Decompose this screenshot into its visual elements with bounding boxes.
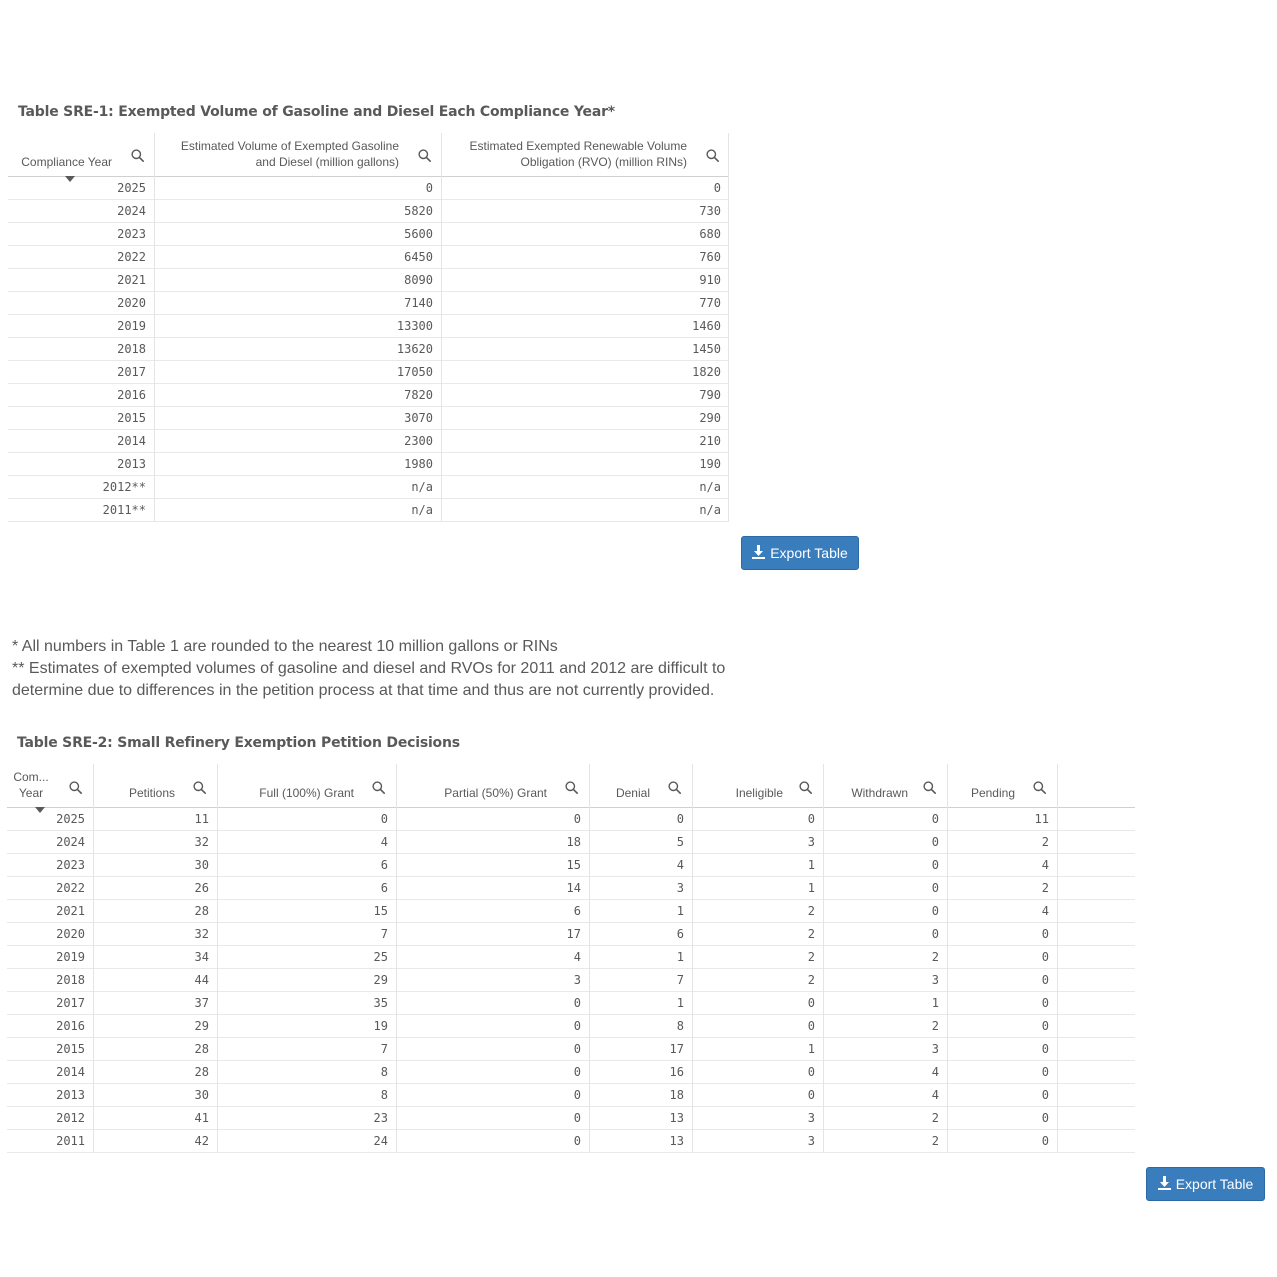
cell-full-grant: 4 bbox=[380, 835, 388, 849]
table2 bbox=[7, 764, 1135, 1153]
cell-exempted-rvo: 190 bbox=[699, 457, 721, 471]
footnote-rounding: * All numbers in Table 1 are rounded to the nearest 10 million gallons or RINs bbox=[12, 638, 558, 655]
cell-exempted-rvo: n/a bbox=[699, 480, 721, 494]
cell-exempted-volume: n/a bbox=[411, 480, 433, 494]
column-header-label-line1: Estimated Exempted Renewable Volume bbox=[469, 139, 687, 153]
cell-denial: 13 bbox=[669, 1111, 684, 1125]
cell-denial: 1 bbox=[676, 950, 684, 964]
table-row bbox=[7, 923, 1135, 946]
cell-full-grant: 0 bbox=[380, 812, 388, 826]
cell-exempted-volume: 6450 bbox=[404, 250, 433, 264]
cell-pending: 0 bbox=[1041, 1065, 1049, 1079]
cell-ineligible: 2 bbox=[807, 904, 815, 918]
column-header-withdrawn[interactable] bbox=[823, 764, 947, 807]
column-header-label-line2: Denial bbox=[615, 786, 650, 800]
cell-petitions: 30 bbox=[194, 858, 209, 872]
cell-exempted-rvo: 290 bbox=[699, 411, 721, 425]
cell-exempted-volume: 17050 bbox=[396, 365, 433, 379]
column-header-label-line2: Petitions bbox=[128, 786, 175, 800]
cell-exempted-rvo: 210 bbox=[699, 434, 721, 448]
cell-denial: 3 bbox=[676, 881, 684, 895]
column-divider bbox=[692, 764, 693, 1152]
column-header-label-line1: Estimated Volume of Exempted Gasoline bbox=[180, 139, 399, 153]
table-row bbox=[8, 269, 729, 292]
cell-compliance-year: 2021 bbox=[56, 904, 85, 918]
cell-ineligible: 0 bbox=[807, 1088, 815, 1102]
cell-pending: 0 bbox=[1041, 1019, 1049, 1033]
cell-compliance-year: 2015 bbox=[56, 1042, 85, 1056]
cell-pending: 0 bbox=[1041, 996, 1049, 1010]
table-row bbox=[7, 1084, 1135, 1107]
table-row bbox=[8, 246, 729, 269]
table-row bbox=[7, 877, 1135, 900]
search-icon[interactable] bbox=[565, 781, 578, 794]
cell-pending: 2 bbox=[1041, 835, 1049, 849]
cell-withdrawn: 0 bbox=[931, 858, 939, 872]
cell-denial: 0 bbox=[676, 812, 684, 826]
cell-withdrawn: 2 bbox=[931, 1019, 939, 1033]
cell-exempted-volume: 13300 bbox=[396, 319, 433, 333]
table2-header bbox=[7, 764, 1135, 808]
column-header-compliance-year[interactable] bbox=[8, 133, 154, 176]
cell-full-grant: 19 bbox=[373, 1019, 388, 1033]
cell-full-grant: 6 bbox=[380, 881, 388, 895]
cell-partial-grant: 4 bbox=[573, 950, 581, 964]
column-header-label-line2: Compliance Year bbox=[21, 155, 112, 169]
cell-withdrawn: 3 bbox=[931, 973, 939, 987]
column-header-label-line2: Obligation (RVO) (million RINs) bbox=[520, 155, 687, 169]
column-divider bbox=[589, 764, 590, 1152]
cell-exempted-rvo: 770 bbox=[699, 296, 721, 310]
column-header-label-line2: Ineligible bbox=[735, 786, 783, 800]
cell-partial-grant: 0 bbox=[573, 1088, 581, 1102]
cell-ineligible: 1 bbox=[807, 881, 815, 895]
cell-compliance-year: 2020 bbox=[56, 927, 85, 941]
cell-petitions: 44 bbox=[194, 973, 209, 987]
cell-ineligible: 3 bbox=[807, 835, 815, 849]
cell-exempted-volume: 8090 bbox=[404, 273, 433, 287]
cell-pending: 0 bbox=[1041, 1088, 1049, 1102]
table-row bbox=[7, 1015, 1135, 1038]
cell-withdrawn: 4 bbox=[931, 1088, 939, 1102]
cell-ineligible: 0 bbox=[807, 1019, 815, 1033]
cell-compliance-year: 2023 bbox=[56, 858, 85, 872]
cell-denial: 6 bbox=[676, 927, 684, 941]
cell-exempted-volume: 5820 bbox=[404, 204, 433, 218]
cell-exempted-volume: 2300 bbox=[404, 434, 433, 448]
column-header-partial-grant[interactable] bbox=[396, 764, 589, 807]
column-divider bbox=[441, 133, 442, 521]
cell-denial: 7 bbox=[676, 973, 684, 987]
table-row bbox=[7, 969, 1135, 992]
cell-withdrawn: 0 bbox=[931, 927, 939, 941]
cell-exempted-volume: 5600 bbox=[404, 227, 433, 241]
table-right-border bbox=[728, 133, 729, 521]
export-table-1-label: Export Table bbox=[770, 545, 848, 561]
cell-compliance-year: 2012 bbox=[56, 1111, 85, 1125]
cell-pending: 0 bbox=[1041, 1042, 1049, 1056]
cell-partial-grant: 15 bbox=[566, 858, 581, 872]
cell-withdrawn: 2 bbox=[931, 1111, 939, 1125]
cell-pending: 0 bbox=[1041, 1134, 1049, 1148]
column-header-denial[interactable] bbox=[589, 764, 692, 807]
table2-title: Table SRE-2: Small Refinery Exemption Petition Decisions bbox=[17, 735, 460, 751]
cell-pending: 4 bbox=[1041, 858, 1049, 872]
cell-full-grant: 23 bbox=[373, 1111, 388, 1125]
table-row bbox=[8, 177, 729, 200]
cell-petitions: 32 bbox=[194, 927, 209, 941]
column-divider bbox=[217, 764, 218, 1152]
cell-petitions: 11 bbox=[194, 812, 209, 826]
cell-exempted-volume: 3070 bbox=[404, 411, 433, 425]
column-header-label-line2: and Diesel (million gallons) bbox=[255, 155, 399, 169]
cell-petitions: 32 bbox=[194, 835, 209, 849]
table-row bbox=[8, 338, 729, 361]
cell-compliance-year: 2014 bbox=[117, 434, 146, 448]
column-header-label-line2: Withdrawn bbox=[851, 786, 908, 800]
table-row bbox=[7, 946, 1135, 969]
table-row bbox=[8, 384, 729, 407]
column-header-pending[interactable] bbox=[947, 764, 1057, 807]
cell-partial-grant: 0 bbox=[573, 1042, 581, 1056]
cell-withdrawn: 0 bbox=[931, 881, 939, 895]
table-row bbox=[8, 499, 729, 522]
cell-compliance-year: 2020 bbox=[117, 296, 146, 310]
cell-partial-grant: 3 bbox=[573, 973, 581, 987]
column-header-label-line2: Partial (50%) Grant bbox=[444, 786, 547, 800]
cell-withdrawn: 4 bbox=[931, 1065, 939, 1079]
table-row bbox=[8, 453, 729, 476]
cell-denial: 5 bbox=[676, 835, 684, 849]
cell-exempted-rvo: 1460 bbox=[692, 319, 721, 333]
export-table-2-label: Export Table bbox=[1175, 1176, 1254, 1192]
cell-withdrawn: 0 bbox=[931, 812, 939, 826]
cell-ineligible: 0 bbox=[807, 1065, 815, 1079]
column-header-full-grant[interactable] bbox=[217, 764, 396, 807]
column-header-ineligible[interactable] bbox=[692, 764, 823, 807]
cell-pending: 11 bbox=[1034, 812, 1049, 826]
search-icon[interactable] bbox=[372, 781, 385, 794]
cell-withdrawn: 2 bbox=[931, 950, 939, 964]
cell-partial-grant: 6 bbox=[573, 904, 581, 918]
sort-descending-icon[interactable] bbox=[35, 807, 45, 813]
download-icon bbox=[752, 545, 765, 562]
cell-ineligible: 0 bbox=[807, 812, 815, 826]
cell-exempted-rvo: 680 bbox=[699, 227, 721, 241]
cell-compliance-year: 2019 bbox=[117, 319, 146, 333]
search-icon[interactable] bbox=[799, 781, 812, 794]
cell-compliance-year: 2017 bbox=[117, 365, 146, 379]
cell-partial-grant: 0 bbox=[573, 812, 581, 826]
cell-petitions: 37 bbox=[194, 996, 209, 1010]
cell-pending: 0 bbox=[1041, 973, 1049, 987]
table-row bbox=[7, 1130, 1135, 1153]
table-row bbox=[7, 808, 1135, 831]
cell-compliance-year: 2023 bbox=[117, 227, 146, 241]
cell-exempted-rvo: n/a bbox=[699, 503, 721, 517]
table-row bbox=[8, 407, 729, 430]
column-divider bbox=[154, 133, 155, 521]
cell-ineligible: 3 bbox=[807, 1134, 815, 1148]
cell-pending: 4 bbox=[1041, 904, 1049, 918]
cell-full-grant: 35 bbox=[373, 996, 388, 1010]
column-header-label-line2: Pending bbox=[970, 786, 1015, 800]
cell-petitions: 28 bbox=[194, 1065, 209, 1079]
cell-partial-grant: 0 bbox=[573, 1065, 581, 1079]
search-icon[interactable] bbox=[923, 781, 936, 794]
table-row bbox=[8, 430, 729, 453]
cell-partial-grant: 17 bbox=[566, 927, 581, 941]
search-icon[interactable] bbox=[69, 781, 82, 794]
table-row bbox=[8, 315, 729, 338]
column-divider bbox=[823, 764, 824, 1152]
cell-exempted-volume: 1980 bbox=[404, 457, 433, 471]
column-divider bbox=[93, 764, 94, 1152]
cell-withdrawn: 3 bbox=[931, 1042, 939, 1056]
cell-petitions: 42 bbox=[194, 1134, 209, 1148]
cell-exempted-rvo: 730 bbox=[699, 204, 721, 218]
table1-title: Table SRE-1: Exempted Volume of Gasoline and Diesel Each Compliance Year* bbox=[18, 104, 615, 120]
cell-compliance-year: 2021 bbox=[117, 273, 146, 287]
column-header-label-line2: Full (100%) Grant bbox=[259, 786, 354, 800]
table-row bbox=[8, 223, 729, 246]
cell-partial-grant: 18 bbox=[566, 835, 581, 849]
cell-pending: 2 bbox=[1041, 881, 1049, 895]
column-header-exempted-volume[interactable] bbox=[154, 133, 441, 176]
cell-compliance-year: 2012** bbox=[102, 480, 146, 494]
cell-compliance-year: 2017 bbox=[56, 996, 85, 1010]
column-header-label-line2: Year bbox=[18, 786, 44, 800]
column-divider bbox=[947, 764, 948, 1152]
table1-body bbox=[8, 177, 729, 522]
cell-full-grant: 15 bbox=[373, 904, 388, 918]
cell-compliance-year: 2014 bbox=[56, 1065, 85, 1079]
footnote-estimates-line1: ** Estimates of exempted volumes of gasoline and diesel and RVOs for 2011 and 2012 are difficult to bbox=[12, 660, 726, 677]
cell-exempted-volume: 7140 bbox=[404, 296, 433, 310]
cell-withdrawn: 0 bbox=[931, 904, 939, 918]
cell-denial: 1 bbox=[676, 996, 684, 1010]
column-header-petitions[interactable] bbox=[93, 764, 217, 807]
cell-exempted-volume: 13620 bbox=[396, 342, 433, 356]
cell-petitions: 41 bbox=[194, 1111, 209, 1125]
cell-denial: 13 bbox=[669, 1134, 684, 1148]
column-header-compliance-year[interactable] bbox=[7, 764, 93, 807]
cell-compliance-year: 2016 bbox=[117, 388, 146, 402]
search-icon[interactable] bbox=[706, 149, 719, 162]
cell-compliance-year: 2024 bbox=[117, 204, 146, 218]
cell-compliance-year: 2011 bbox=[56, 1134, 85, 1148]
cell-denial: 16 bbox=[669, 1065, 684, 1079]
cell-compliance-year: 2022 bbox=[117, 250, 146, 264]
cell-exempted-rvo: 910 bbox=[699, 273, 721, 287]
search-icon[interactable] bbox=[1033, 781, 1046, 794]
table2-body bbox=[7, 808, 1135, 1153]
cell-denial: 17 bbox=[669, 1042, 684, 1056]
cell-compliance-year: 2018 bbox=[56, 973, 85, 987]
table-row bbox=[7, 854, 1135, 877]
table-row bbox=[8, 361, 729, 384]
cell-denial: 1 bbox=[676, 904, 684, 918]
cell-ineligible: 1 bbox=[807, 858, 815, 872]
cell-ineligible: 2 bbox=[807, 950, 815, 964]
cell-ineligible: 1 bbox=[807, 1042, 815, 1056]
cell-full-grant: 25 bbox=[373, 950, 388, 964]
table-row bbox=[7, 900, 1135, 923]
table1 bbox=[8, 133, 729, 522]
cell-petitions: 28 bbox=[194, 904, 209, 918]
cell-exempted-volume: 7820 bbox=[404, 388, 433, 402]
cell-petitions: 34 bbox=[194, 950, 209, 964]
cell-full-grant: 29 bbox=[373, 973, 388, 987]
cell-compliance-year: 2013 bbox=[117, 457, 146, 471]
cell-compliance-year: 2025 bbox=[117, 181, 146, 195]
search-icon[interactable] bbox=[668, 781, 681, 794]
cell-petitions: 26 bbox=[194, 881, 209, 895]
cell-full-grant: 7 bbox=[380, 1042, 388, 1056]
table-row bbox=[7, 831, 1135, 854]
cell-partial-grant: 0 bbox=[573, 1111, 581, 1125]
cell-compliance-year: 2016 bbox=[56, 1019, 85, 1033]
cell-pending: 0 bbox=[1041, 1111, 1049, 1125]
cell-ineligible: 3 bbox=[807, 1111, 815, 1125]
cell-compliance-year: 2024 bbox=[56, 835, 85, 849]
table-row bbox=[8, 476, 729, 499]
cell-ineligible: 2 bbox=[807, 927, 815, 941]
cell-exempted-rvo: 0 bbox=[713, 181, 721, 195]
cell-full-grant: 7 bbox=[380, 927, 388, 941]
cell-pending: 0 bbox=[1041, 927, 1049, 941]
cell-compliance-year: 2011** bbox=[102, 503, 146, 517]
cell-compliance-year: 2018 bbox=[117, 342, 146, 356]
cell-petitions: 30 bbox=[194, 1088, 209, 1102]
cell-partial-grant: 0 bbox=[573, 1019, 581, 1033]
cell-exempted-volume: 0 bbox=[425, 181, 433, 195]
cell-full-grant: 8 bbox=[380, 1065, 388, 1079]
cell-exempted-rvo: 760 bbox=[699, 250, 721, 264]
cell-exempted-rvo: 1450 bbox=[692, 342, 721, 356]
search-icon[interactable] bbox=[418, 149, 431, 162]
cell-compliance-year: 2025 bbox=[56, 812, 85, 826]
cell-compliance-year: 2015 bbox=[117, 411, 146, 425]
cell-denial: 18 bbox=[669, 1088, 684, 1102]
export-table-2-button[interactable] bbox=[1146, 1167, 1265, 1201]
cell-exempted-rvo: 790 bbox=[699, 388, 721, 402]
cell-compliance-year: 2022 bbox=[56, 881, 85, 895]
column-header-exempted-rvo[interactable] bbox=[441, 133, 729, 176]
table-row bbox=[8, 292, 729, 315]
cell-petitions: 28 bbox=[194, 1042, 209, 1056]
cell-full-grant: 8 bbox=[380, 1088, 388, 1102]
sort-descending-icon[interactable] bbox=[65, 176, 75, 182]
table-row bbox=[7, 1038, 1135, 1061]
cell-withdrawn: 0 bbox=[931, 835, 939, 849]
table1-header bbox=[8, 133, 729, 177]
cell-full-grant: 6 bbox=[380, 858, 388, 872]
cell-petitions: 29 bbox=[194, 1019, 209, 1033]
table-row bbox=[7, 1107, 1135, 1130]
download-icon bbox=[1158, 1176, 1171, 1193]
cell-partial-grant: 0 bbox=[573, 1134, 581, 1148]
cell-full-grant: 24 bbox=[373, 1134, 388, 1148]
export-table-1-button[interactable] bbox=[741, 536, 859, 570]
cell-compliance-year: 2019 bbox=[56, 950, 85, 964]
cell-exempted-volume: n/a bbox=[411, 503, 433, 517]
column-divider bbox=[396, 764, 397, 1152]
cell-withdrawn: 1 bbox=[931, 996, 939, 1010]
cell-withdrawn: 2 bbox=[931, 1134, 939, 1148]
cell-ineligible: 2 bbox=[807, 973, 815, 987]
column-divider bbox=[1057, 764, 1058, 1152]
table-row bbox=[7, 1061, 1135, 1084]
search-icon[interactable] bbox=[193, 781, 206, 794]
table1-footnotes bbox=[12, 636, 732, 702]
cell-exempted-rvo: 1820 bbox=[692, 365, 721, 379]
search-icon[interactable] bbox=[131, 149, 144, 162]
cell-partial-grant: 14 bbox=[566, 881, 581, 895]
cell-partial-grant: 0 bbox=[573, 996, 581, 1010]
cell-denial: 8 bbox=[676, 1019, 684, 1033]
cell-pending: 0 bbox=[1041, 950, 1049, 964]
cell-denial: 4 bbox=[676, 858, 684, 872]
footnote-estimates-line2: determine due to differences in the petition process at that time and thus are not currently provided. bbox=[12, 682, 715, 699]
cell-compliance-year: 2013 bbox=[56, 1088, 85, 1102]
table-row bbox=[7, 992, 1135, 1015]
column-header-label-line1: Com... bbox=[13, 770, 49, 784]
cell-ineligible: 0 bbox=[807, 996, 815, 1010]
table-row bbox=[8, 200, 729, 223]
